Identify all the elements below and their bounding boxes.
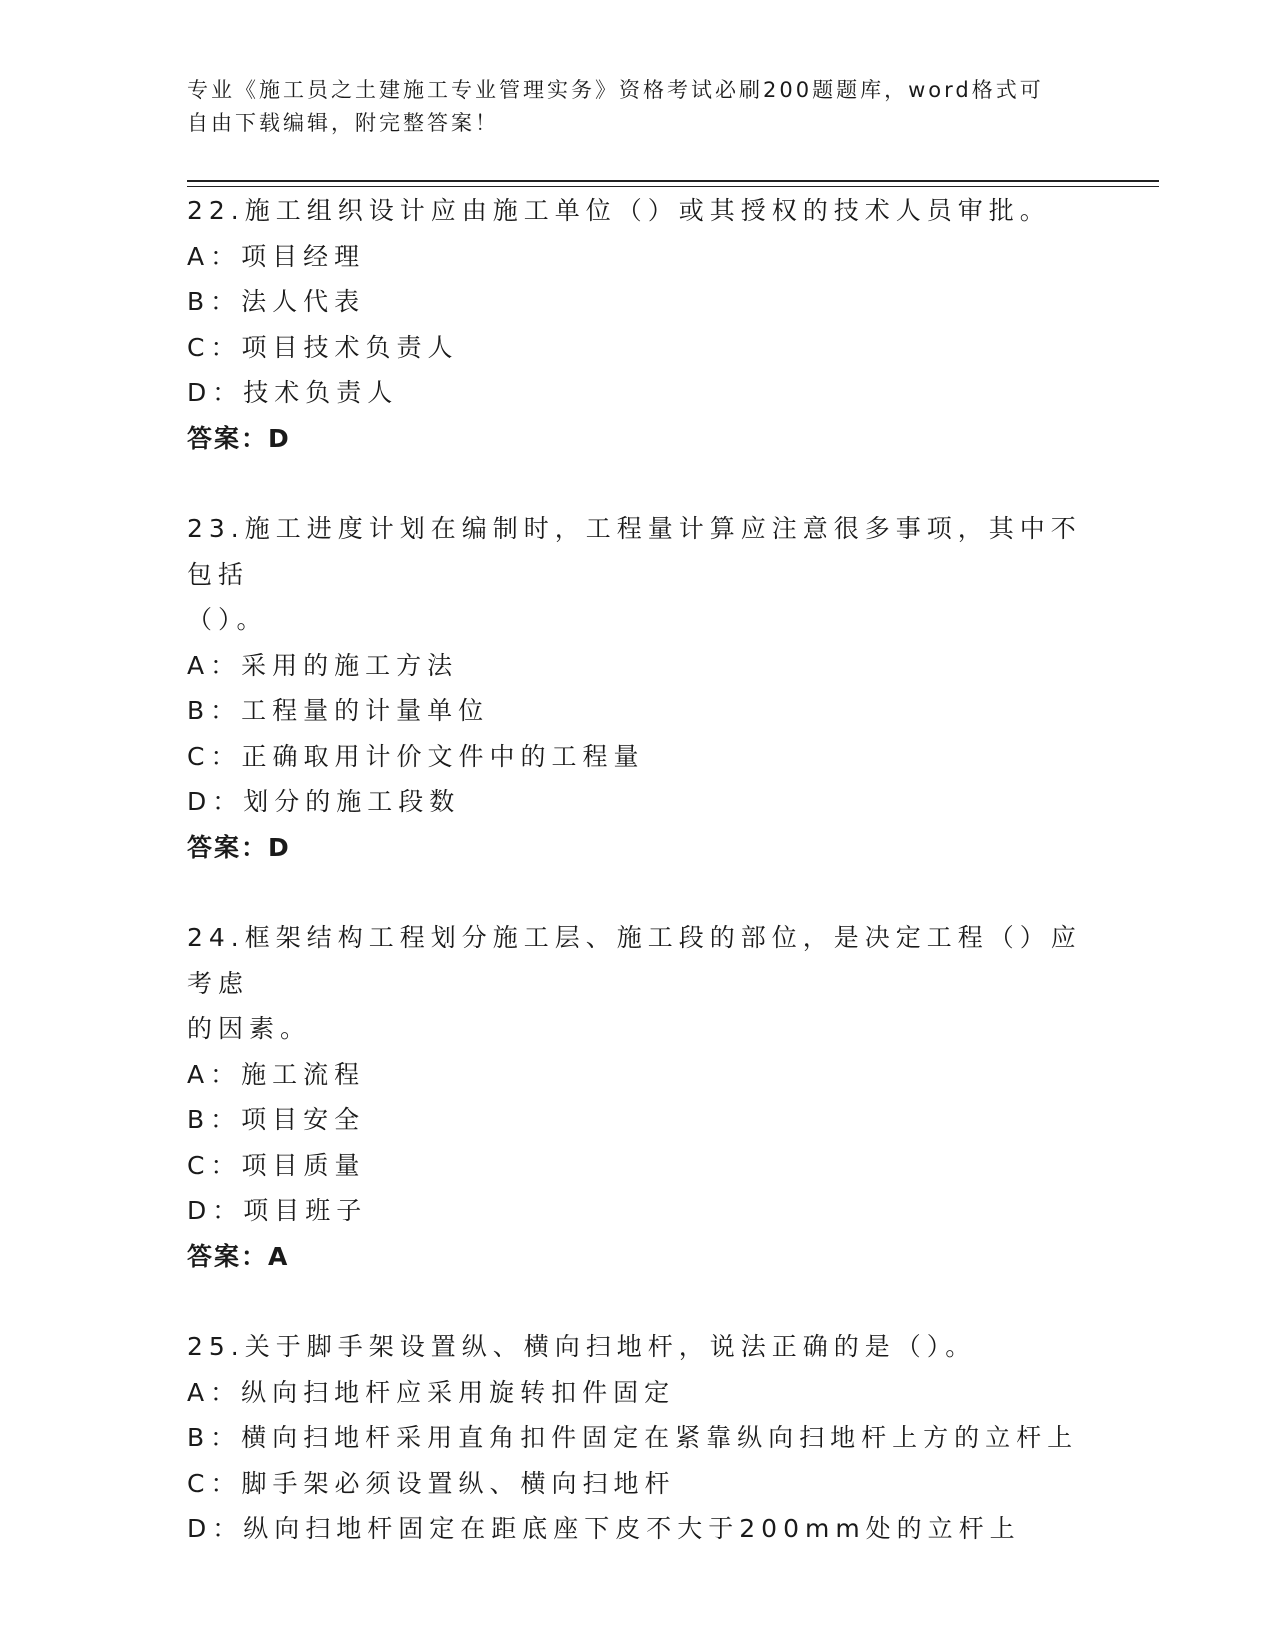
- answer: 答案：A: [187, 1241, 290, 1271]
- option-c: C：脚手架必须设置纵、横向扫地杆: [187, 1468, 676, 1498]
- question-24: [187, 915, 1087, 1279]
- question-25: [187, 1324, 1087, 1552]
- option-b: B：横向扫地杆采用直角扣件固定在紧靠纵向扫地杆上方的立杆上: [187, 1423, 1079, 1452]
- option-a: A：施工流程: [187, 1059, 366, 1089]
- answer: 答案：D: [187, 832, 291, 862]
- option-d: D：项目班子: [187, 1196, 368, 1225]
- option-a: A：采用的施工方法: [187, 650, 459, 680]
- option-b: B：项目安全: [187, 1105, 366, 1134]
- header-divider-thin: [187, 186, 1159, 187]
- question-stem-continued: （）。: [187, 605, 268, 634]
- option-b: B：法人代表: [187, 287, 366, 316]
- option-c: C：项目质量: [187, 1150, 366, 1180]
- option-d: D：划分的施工段数: [187, 787, 461, 816]
- option-d: D：技术负责人: [187, 378, 399, 407]
- option-a: A：纵向扫地杆应采用旋转扣件固定: [187, 1377, 676, 1407]
- option-d: D：纵向扫地杆固定在距底座下皮不大于200mm处的立杆上: [187, 1514, 1021, 1543]
- option-a: A：项目经理: [187, 241, 366, 271]
- header-divider-thick: [187, 180, 1159, 182]
- question-list: [187, 188, 1087, 1597]
- question-stem: 22.施工组织设计应由施工单位（）或其授权的技术人员审批。: [187, 196, 1051, 225]
- question-22: [187, 188, 1087, 461]
- question-stem: 24.框架结构工程划分施工层、施工段的部位，是决定工程（）应考虑: [187, 923, 1082, 998]
- document-header: [187, 74, 1067, 140]
- question-stem-continued: 的因素。: [187, 1014, 312, 1043]
- option-b: B：工程量的计量单位: [187, 696, 490, 725]
- question-stem: 23.施工进度计划在编制时，工程量计算应注意很多事项，其中不包括: [187, 514, 1082, 589]
- header-line: 自由下载编辑，附完整答案！: [187, 111, 499, 135]
- header-line: 专业《施工员之土建施工专业管理实务》资格考试必刷200题题库，word格式可: [187, 78, 1044, 102]
- question-23: [187, 506, 1087, 870]
- option-c: C：项目技术负责人: [187, 332, 459, 362]
- option-c: C：正确取用计价文件中的工程量: [187, 741, 645, 771]
- question-stem: 25.关于脚手架设置纵、横向扫地杆，说法正确的是（）。: [187, 1332, 977, 1361]
- answer: 答案：D: [187, 423, 291, 453]
